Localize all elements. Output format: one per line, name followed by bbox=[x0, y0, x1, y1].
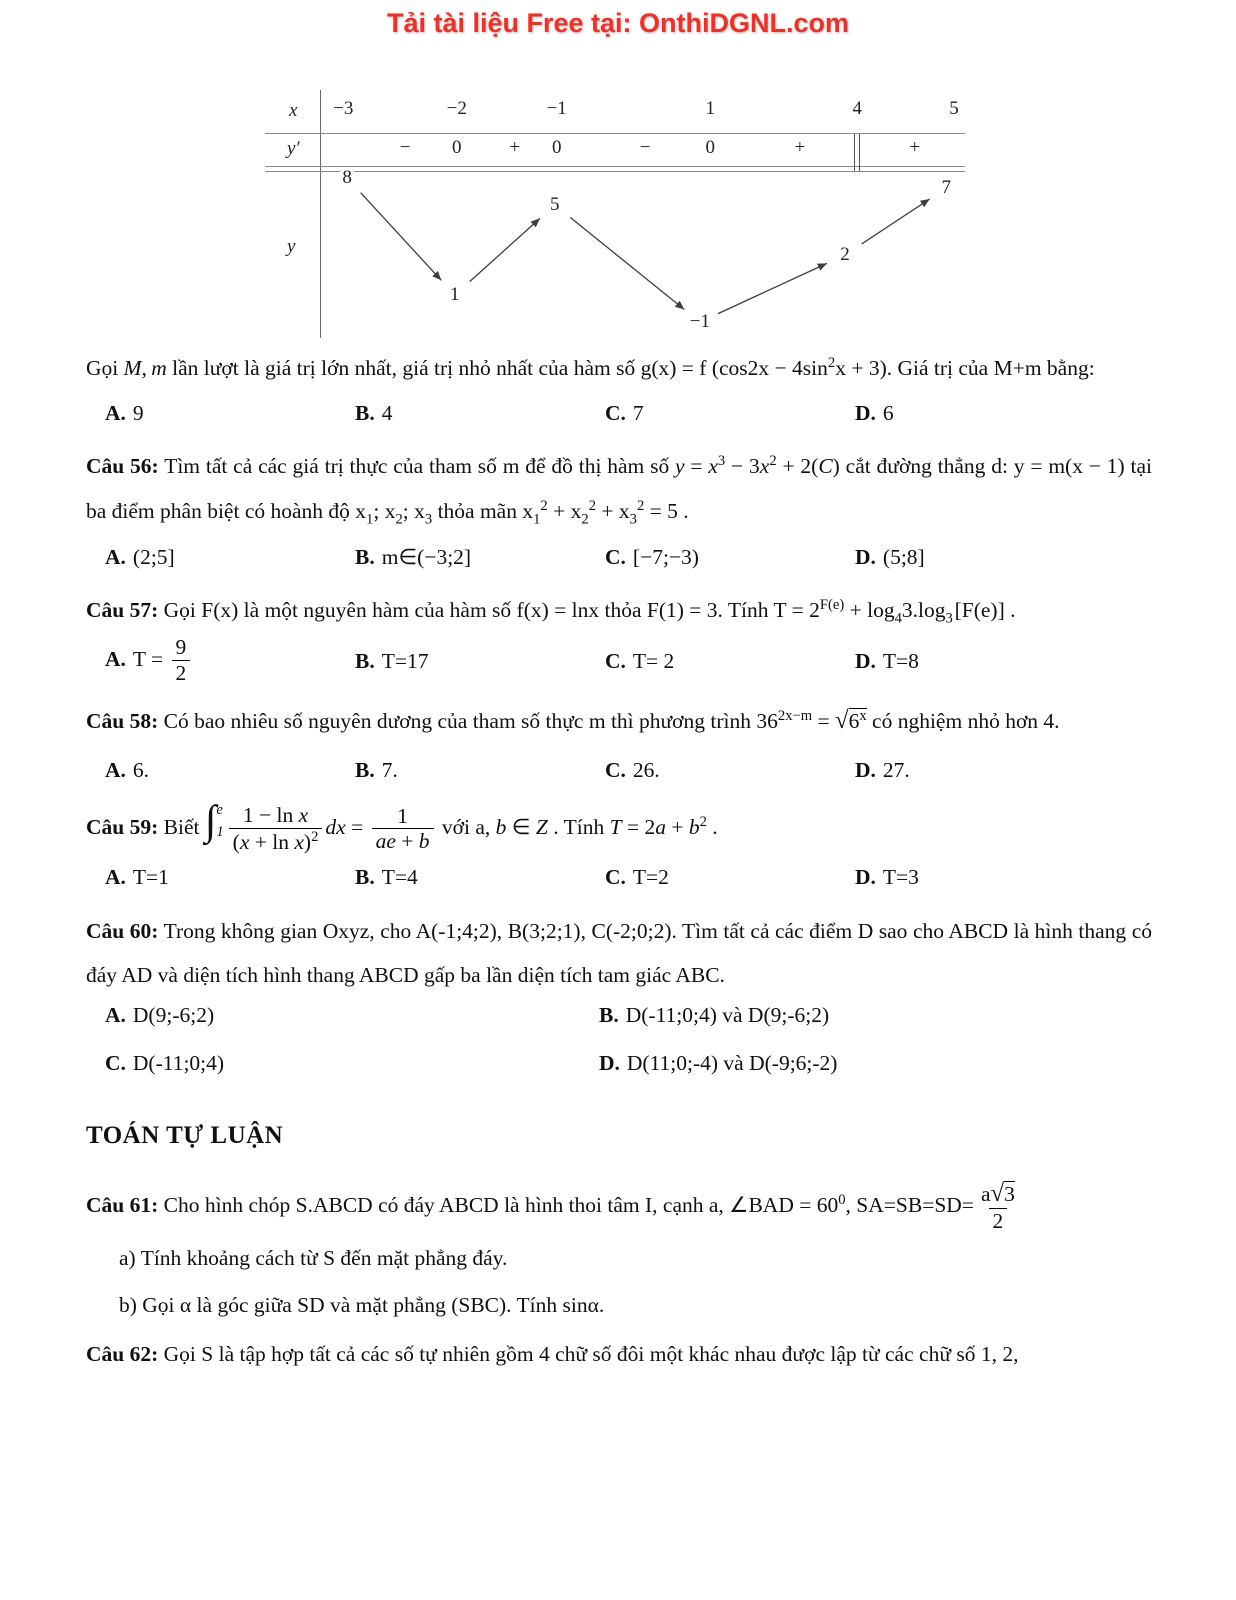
question-body: Biết ∫ e 1 $\frac{\text{1 − ln x}}{(x + \ln x)^2}$ dx = $\frac{1}{ae + b}$ với a, b ∈ Z . Tính $T = 2a + b^2$ . bbox=[163, 797, 718, 854]
option-letter: D. bbox=[855, 544, 876, 569]
questions-column bbox=[86, 346, 1152, 1380]
option-b bbox=[355, 397, 605, 429]
question-body: Có bao nhiêu số nguyên dương của tham số thực m thì phương trình $36^{2x-m} = √6^x$ có nghiệm nhỏ hơn 4. bbox=[163, 706, 1060, 734]
option-c bbox=[605, 541, 855, 573]
option-a bbox=[105, 754, 355, 786]
option-a bbox=[105, 397, 355, 429]
question-label: Câu 59: bbox=[86, 814, 159, 839]
option-text: 27. bbox=[882, 757, 910, 782]
question-body: Tìm tất cả các giá trị thực của tham số m để đồ thị hàm số $y = x^3 - 3x^2 + 2(C)$ cắt đường thẳng d: y = m(x − 1) tại ba điểm phân biệt có hoành độ $x_1$; $x_2$; $x_3$ thỏa mãn $x_1^2 + x_2^2 + x_3^2 = 5$ . bbox=[86, 453, 1152, 527]
question-text bbox=[86, 444, 1152, 534]
question-block-60 bbox=[86, 909, 1152, 1080]
option-c bbox=[105, 1047, 599, 1079]
option-text: T=4 bbox=[381, 865, 418, 890]
option-letter: D. bbox=[599, 1051, 620, 1076]
option-letter: D. bbox=[855, 865, 876, 890]
bbt-yprime-sign: 0 bbox=[451, 137, 462, 158]
question-body: Trong không gian Oxyz, cho A(-1;4;2), B(3;2;1), C(-2;0;2). Tìm tất cả các điểm D sao cho ABCD là hình thang có đáy AD và diện tích hình thang ABCD gấp ba lần diện tích tam giác ABC. bbox=[86, 918, 1152, 987]
option-letter: A. bbox=[105, 544, 126, 569]
bbt-yprime-sign: 0 bbox=[705, 137, 715, 158]
bbt-y-value: 2 bbox=[840, 244, 850, 265]
option-letter: C. bbox=[105, 1051, 126, 1076]
bbt-arrow bbox=[862, 199, 930, 244]
option-letter: B. bbox=[355, 865, 375, 890]
bbt-y-value: 7 bbox=[941, 177, 952, 198]
bbt-x-tick: −2 bbox=[446, 98, 467, 119]
question-label: Câu 61: bbox=[86, 1192, 159, 1217]
bbt-arrow bbox=[718, 263, 827, 313]
option-letter: C. bbox=[605, 757, 626, 782]
option-letter: A. bbox=[105, 865, 126, 890]
option-text: 7. bbox=[381, 757, 398, 782]
option-text: 6. bbox=[132, 757, 150, 782]
question-body: Cho hình chóp S.ABCD có đáy ABCD là hình thoi tâm I, cạnh a, ∠BAD = $60^0$, SA=SB=SD= $\frac{a√3}{2}$ bbox=[163, 1179, 1015, 1234]
option-b bbox=[355, 861, 605, 893]
section-title: TOÁN TỰ LUẬN bbox=[86, 1121, 284, 1149]
option-c bbox=[605, 754, 855, 786]
option-letter: D. bbox=[855, 648, 876, 673]
question-block-57 bbox=[86, 588, 1152, 686]
option-letter: A. bbox=[105, 1003, 126, 1028]
question-body: Gọi M, m lần lượt là giá trị lớn nhất, giá trị nhỏ nhất của hàm số g(x) = f $(\cos 2x - 4\sin^2x + 3)$. Giá trị của M+m bằng: bbox=[86, 354, 1095, 380]
option-letter: B. bbox=[355, 544, 375, 569]
bbt-x-tick: −3 bbox=[333, 98, 354, 119]
bbt-y-value: 1 bbox=[450, 284, 460, 305]
bbt-x-tick: 4 bbox=[852, 98, 863, 119]
bbt-arrow bbox=[361, 193, 442, 281]
option-letter: B. bbox=[355, 401, 375, 426]
question-text bbox=[86, 1180, 1152, 1234]
page-header: Tải tài liệu Free tại: OnthiDGNL.com bbox=[386, 8, 850, 38]
answer-options bbox=[86, 392, 1152, 434]
option-text: 7 bbox=[632, 401, 644, 426]
question-block-61 bbox=[86, 1180, 1152, 1328]
bbt-y-value: −1 bbox=[689, 311, 710, 332]
answer-options bbox=[86, 857, 1152, 899]
option-d bbox=[855, 397, 1152, 429]
subpart-a: a) Tính khoảng cách từ S đến mặt phẳng đáy. bbox=[119, 1245, 508, 1270]
option-letter: C. bbox=[605, 865, 626, 890]
variation-table bbox=[265, 88, 965, 340]
bbt-x-tick: 1 bbox=[705, 98, 715, 119]
question-body: Gọi S là tập hợp tất cả các số tự nhiên gồm 4 chữ số đôi một khác nhau được lập từ các chữ số 1, 2, bbox=[163, 1342, 1019, 1367]
option-a bbox=[105, 635, 355, 685]
bbt-yprime-sign: 0 bbox=[551, 137, 562, 158]
option-letter: C. bbox=[605, 648, 626, 673]
question-label: Câu 60: bbox=[86, 918, 159, 943]
answer-options bbox=[86, 999, 1152, 1080]
bbt-arrow bbox=[570, 218, 684, 310]
option-letter: D. bbox=[855, 757, 876, 782]
question-block-55 bbox=[86, 346, 1152, 434]
bbt-yprime-sign: + bbox=[909, 137, 921, 158]
option-text: T=17 bbox=[381, 648, 429, 673]
question-text bbox=[86, 346, 1152, 390]
question-block-56 bbox=[86, 444, 1152, 578]
option-letter: A. bbox=[105, 401, 126, 426]
option-text: T=2 bbox=[632, 865, 669, 890]
option-letter: A. bbox=[105, 757, 126, 782]
option-text: (2;5] bbox=[132, 544, 175, 569]
option-text: (5;8] bbox=[882, 544, 925, 569]
question-block-59 bbox=[86, 797, 1152, 899]
question-label: Câu 62: bbox=[86, 1342, 159, 1367]
option-letter: C. bbox=[605, 401, 626, 426]
question-block-58 bbox=[86, 696, 1152, 791]
option-b bbox=[355, 541, 605, 573]
option-d bbox=[599, 1047, 1152, 1079]
question-text bbox=[86, 696, 1152, 747]
option-text: D(-11;0;4) bbox=[132, 1051, 225, 1076]
option-text: [−7;−3) bbox=[632, 544, 699, 569]
option-text: 6 bbox=[882, 401, 894, 426]
option-c bbox=[605, 645, 855, 677]
answer-options bbox=[86, 749, 1152, 791]
answer-options bbox=[86, 536, 1152, 578]
bbt-arrows bbox=[320, 172, 965, 340]
option-text: 9 bbox=[132, 401, 144, 426]
option-letter: C. bbox=[605, 544, 626, 569]
bbt-double-bar bbox=[854, 134, 860, 171]
question-label: Câu 56: bbox=[86, 454, 159, 479]
bbt-yprime-label: y′ bbox=[287, 138, 300, 159]
option-letter: D. bbox=[855, 401, 876, 426]
option-text: D(-11;0;4) và D(9;-6;2) bbox=[625, 1003, 830, 1028]
bbt-yprime-sign: + bbox=[794, 137, 806, 158]
bbt-x-tick: 5 bbox=[949, 98, 959, 119]
option-b bbox=[355, 754, 605, 786]
bbt-y-value: 5 bbox=[550, 194, 560, 215]
option-d bbox=[855, 754, 1152, 786]
option-a bbox=[105, 861, 355, 893]
option-d bbox=[855, 645, 1152, 677]
option-a bbox=[105, 541, 355, 573]
option-text: T= 2 bbox=[632, 648, 675, 673]
question-text bbox=[86, 1332, 1152, 1376]
bbt-x-label: x bbox=[289, 100, 298, 121]
bbt-yprime-sign: + bbox=[509, 137, 521, 158]
question-text bbox=[86, 588, 1152, 633]
option-text: T=3 bbox=[882, 865, 919, 890]
question-label: Câu 57: bbox=[86, 597, 159, 622]
bbt-y-label: y bbox=[287, 236, 296, 257]
question-text bbox=[86, 797, 1152, 855]
question-label: Câu 58: bbox=[86, 708, 159, 733]
question-body: Gọi F(x) là một nguyên hàm của hàm số f(x) = lnx thỏa F(1) = 3. Tính $T = 2^{F(e)} + \log_43.\log_3$ [F(e)] . bbox=[163, 596, 1016, 627]
option-text: T=1 bbox=[132, 865, 169, 890]
option-text: T = $\frac{9}{2}$ bbox=[133, 647, 193, 671]
question-text bbox=[86, 909, 1152, 998]
option-d bbox=[855, 541, 1152, 573]
bbt-x-tick: −1 bbox=[546, 98, 567, 119]
option-text: 26. bbox=[632, 757, 660, 782]
bbt-y-value: 8 bbox=[342, 167, 352, 188]
answer-options bbox=[86, 635, 1152, 685]
option-letter: A. bbox=[105, 646, 126, 671]
question-block-62 bbox=[86, 1332, 1152, 1376]
subpart-b: b) Gọi α là góc giữa SD và mặt phẳng (SBC). Tính sinα. bbox=[119, 1292, 605, 1317]
option-letter: B. bbox=[599, 1003, 619, 1028]
option-a bbox=[105, 999, 599, 1031]
option-c bbox=[605, 397, 855, 429]
option-text: T=8 bbox=[882, 648, 919, 673]
option-letter: B. bbox=[355, 648, 375, 673]
option-text: D(11;0;-4) và D(-9;6;-2) bbox=[626, 1051, 838, 1076]
option-b bbox=[599, 999, 1152, 1031]
option-text: 4 bbox=[381, 401, 393, 426]
bbt-arrow bbox=[470, 218, 540, 281]
option-c bbox=[605, 861, 855, 893]
option-d bbox=[855, 861, 1152, 893]
option-b bbox=[355, 645, 605, 677]
bbt-yprime-sign: − bbox=[639, 137, 651, 158]
option-text: D(9;-6;2) bbox=[132, 1003, 215, 1028]
option-text: m∈(−3;2] bbox=[381, 544, 472, 569]
bbt-yprime-sign: − bbox=[399, 137, 411, 158]
option-letter: B. bbox=[355, 757, 375, 782]
